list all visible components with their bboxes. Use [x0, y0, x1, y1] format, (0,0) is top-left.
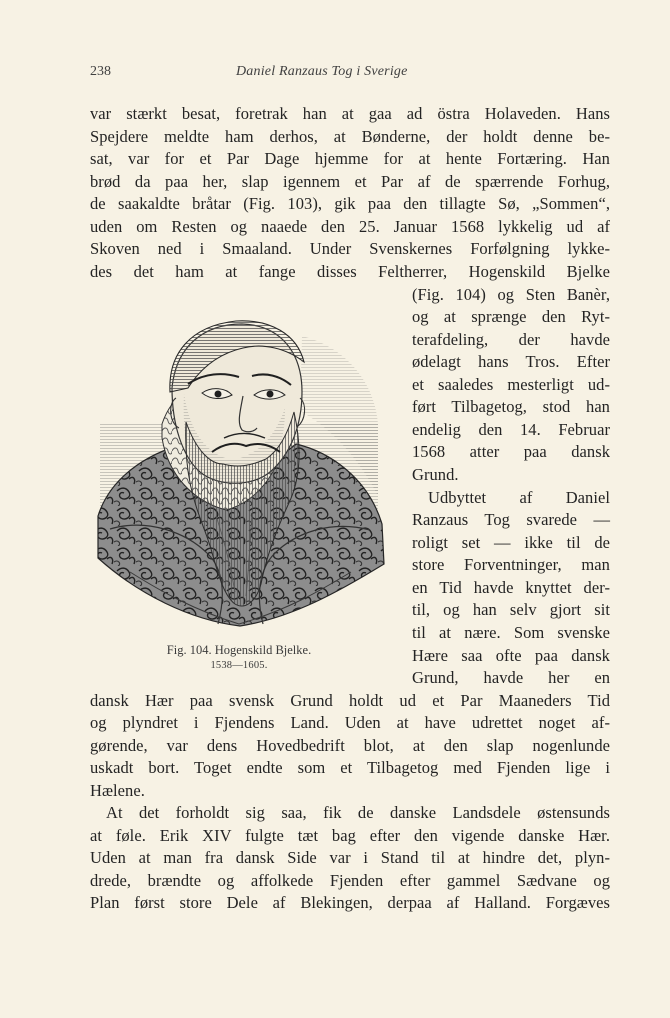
text-line: terafdeling, der havde: [412, 330, 610, 349]
engraved-portrait-image: [92, 306, 386, 630]
text-line: sat, var for et Par Dage hjemme for at hente Fortæring. Han: [90, 149, 610, 168]
text-line: gørende, var dens Hovedbedrift blot, at den slap nogenlunde: [90, 736, 610, 755]
text-line: Grund, havde her en: [412, 668, 610, 687]
text-line: brød da paa her, slap igennem et Par af de spærrende Forhug,: [90, 172, 610, 191]
text-line: uskadt bort. Toget endte som et Tilbagetog med Fjenden lige i: [90, 758, 610, 777]
text-line: Skoven ned i Smaaland. Under Svenskernes Forfølgning lykke-: [90, 239, 610, 258]
text-line: til at nære. Som svenske: [412, 623, 610, 642]
portrait-figure: [92, 306, 386, 630]
text-line: endelig den 14. Februar: [412, 420, 610, 439]
page-number: 238: [90, 64, 111, 79]
figure-caption: Fig. 104. Hogenskild Bjelke.: [166, 643, 312, 657]
text-line: var stærkt besat, foretrak han at gaa ad östra Holaveden. Hans: [90, 104, 610, 123]
text-line: roligt set — ikke til de: [412, 533, 610, 552]
text-line: en Tid havde knyttet der-: [412, 578, 610, 597]
running-title: Daniel Ranzaus Tog i Sverige: [236, 64, 408, 79]
text-line: 1568 atter paa dansk: [412, 442, 610, 461]
text-line: de saakaldte bråtar (Fig. 103), gik paa den tillagte Sø, „Sommen“,: [90, 194, 610, 213]
text-line: Uden at man fra dansk Side var i Stand til at hindre det, plyn-: [90, 848, 610, 867]
text-line: og plyndret i Fjendens Land. Uden at have udrettet noget af-: [90, 713, 610, 732]
text-line: og at sprænge den Ryt-: [412, 307, 610, 326]
text-line: Plan først store Dele af Blekingen, derpaa af Halland. Forgæves: [90, 893, 610, 912]
text-line: Ranzaus Tog svarede —: [412, 510, 610, 529]
text-line: dansk Hær paa svensk Grund holdt ud et Par Maaneders Tid: [90, 691, 610, 710]
text-line: et saaledes mesterligt ud-: [412, 375, 610, 394]
text-line: drede, brændte og affolkede Fjenden efter gammel Sædvane og: [90, 871, 610, 890]
text-line: Udbyttet af Daniel: [428, 488, 610, 507]
text-line: Hære saa ofte paa dansk: [412, 646, 610, 665]
text-line: ført Tilbagetog, stod han: [412, 397, 610, 416]
text-line: Grund.: [412, 465, 459, 484]
text-line: At det forholdt sig saa, fik de danske Landsdele østensunds: [106, 803, 610, 822]
text-line: des det ham at fange disses Feltherrer, Hogenskild Bjelke: [90, 262, 610, 281]
text-line: Hælene.: [90, 781, 145, 800]
text-line: (Fig. 104) og Sten Banèr,: [412, 285, 610, 304]
text-line: Spejdere meldte ham derhos, at Bønderne, der holdt denne be-: [90, 127, 610, 146]
text-line: store Forventninger, man: [412, 555, 610, 574]
text-line: at føle. Erik XIV fulgte tæt bag efter den vigende danske Hær.: [90, 826, 610, 845]
figure-caption-years: 1538—1605.: [210, 660, 268, 671]
text-line: til, og han selv gjort sit: [412, 600, 610, 619]
page-header: [90, 64, 610, 86]
text-line: uden om Resten og naaede den 25. Januar 1568 lykkelig ud af: [90, 217, 610, 236]
text-line: ødelagt hans Tros. Efter: [412, 352, 610, 371]
